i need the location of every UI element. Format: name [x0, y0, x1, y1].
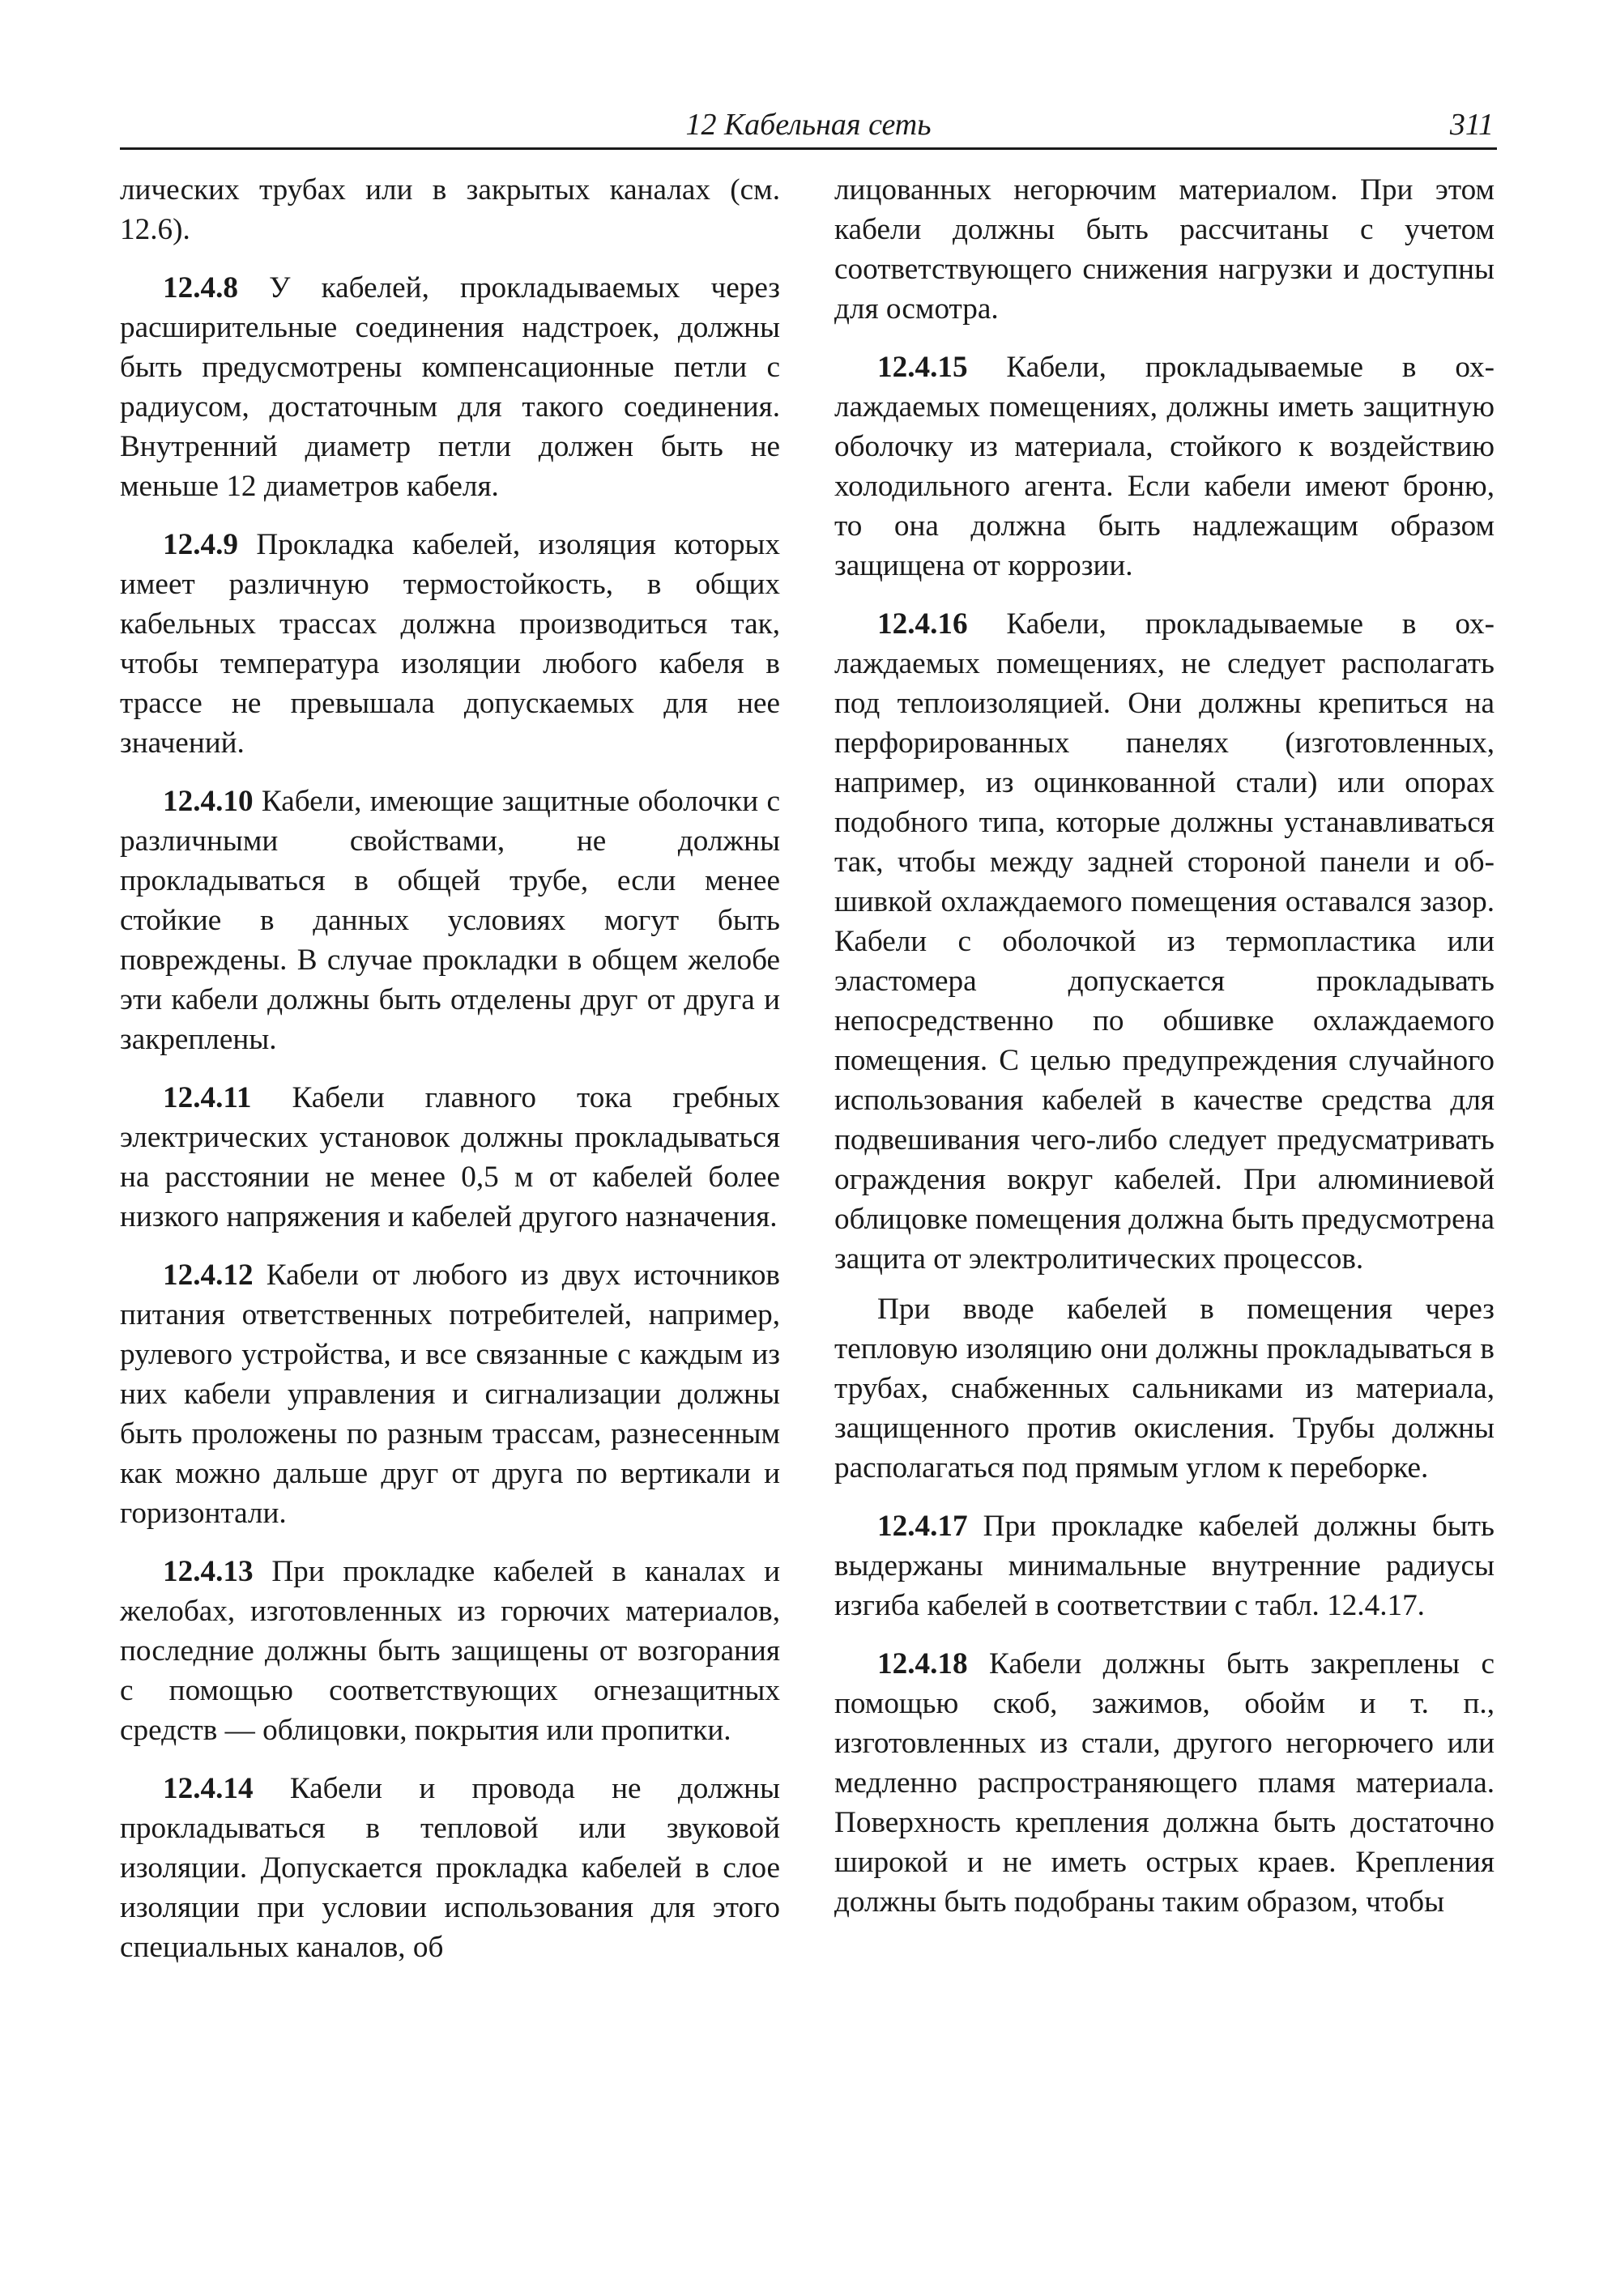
clause-text: При прокладке кабелей в каналах и желобах, изготовленных из горючих материалов, последние должны быть защищены от возгорания с помощью соответствующих огнезащитных средств — облицовки, покрытия или пропитки.	[120, 1555, 780, 1747]
paragraph-text: При вводе кабелей в помещения через тепловую изоляцию они должны прокладываться в трубах, снабженных сальниками из материала, защищенного против окисления. Трубы должны располагаться под прямым углом к переборке.	[834, 1293, 1495, 1485]
clause-12-4-8	[120, 268, 780, 506]
clause-text: Кабели, имеющие защитные оболочки с различными свойствами, не должны прокладываться в общей трубе, если менее стойкие в данных условиях могут быть повреждены. В случае прокладки в общем желобе эти кабели должны быть отделены друг от друга и закреплены.	[120, 785, 780, 1056]
clause-number: 12.4.10	[163, 785, 254, 818]
clause-text: Кабели должны быть закреплены с помощью скоб, зажимов, обойм и т. п., изготовленных из стали, другого негорючего или медленно распространяющего пламя материала. Поверхность крепления должна быть достаточно широкой и не иметь острых краев. Крепления должны быть подобраны таким образом, чтобы	[834, 1647, 1495, 1919]
clause-12-4-9	[120, 525, 780, 763]
clause-text: У кабелей, прокладываемых через расширительные соединения надстроек, должны быть предусмотрены компенсационные петли с радиусом, достаточным для такого соединения. Внутренний диаметр петли должен быть не меньше 12 диаметров кабеля.	[120, 271, 780, 503]
clause-number: 12.4.13	[163, 1555, 254, 1588]
clause-text: При прокладке кабелей должны быть выдержаны минимальные внутренние радиусы изгиба кабелей в соответствии с табл. 12.4.17.	[834, 1510, 1495, 1622]
clause-12-4-11	[120, 1078, 780, 1237]
paragraph-text: лицованных негорючим материалом. При этом кабели должны быть рассчитаны с учетом соответствующего снижения нагрузки и доступны для осмотра.	[834, 173, 1495, 326]
clause-number: 12.4.14	[163, 1772, 254, 1805]
clause-number: 12.4.17	[877, 1510, 968, 1543]
clause-text: Кабели и провода не должны прокладываться в тепловой или звуковой изоляции. Допускается прокладка кабелей в слое изоляции при условии использования для этого специальных каналов, об	[120, 1772, 780, 1964]
clause-number: 12.4.16	[877, 607, 968, 641]
clause-12-4-14	[120, 1769, 780, 1967]
clause-12-4-10	[120, 782, 780, 1059]
clause-12-4-12	[120, 1255, 780, 1533]
page-header	[120, 105, 1497, 150]
clause-text: Кабели главного тока гребных электрических установок должны прокладываться на расстоянии не менее 0,5 м от кабелей более низкого напряжения и кабелей другого назначения.	[120, 1081, 780, 1233]
clause-number: 12.4.15	[877, 351, 968, 384]
clause-text: Прокладка кабелей, изоляция которых имеет различную термостойкость, в общих кабельных трассах должна производиться так, чтобы температура изоляции любого кабеля в трассе не превышала допускаемых для нее значений.	[120, 528, 780, 760]
clause-number: 12.4.8	[163, 271, 238, 305]
clause-number: 12.4.9	[163, 528, 238, 561]
left-column	[120, 170, 780, 1986]
paragraph-cable-entry	[834, 1289, 1495, 1488]
paragraph-continuation	[834, 170, 1495, 329]
page-number: 311	[1449, 108, 1494, 142]
right-column	[834, 170, 1495, 1940]
clause-12-4-18	[834, 1644, 1495, 1922]
clause-12-4-13	[120, 1552, 780, 1750]
clause-12-4-16	[834, 604, 1495, 1279]
clause-number: 12.4.18	[877, 1647, 968, 1680]
clause-12-4-15	[834, 347, 1495, 586]
clause-text: Кабели, прокладываемые в охлаждаемых помещениях, должны иметь защитную оболочку из материала, стойкого к воздействию холодильного агента. Если кабели имеют броню, то она должна быть надлежащим образом защищена от коррозии.	[834, 351, 1495, 582]
clause-number: 12.4.12	[163, 1259, 254, 1292]
clause-text: Кабели от любого из двух источников питания ответственных потребителей, например, рулевого устройства, и все связанные с каждым из них кабели управления и сигнализации должны быть проложены по разным трассам, разнесенным как можно дальше друг от друга по вертикали и горизонтали.	[120, 1259, 780, 1530]
paragraph-continuation	[120, 170, 780, 249]
clause-12-4-17	[834, 1506, 1495, 1625]
paragraph-text: лических трубах или в закрытых каналах (см. 12.6).	[120, 173, 780, 246]
clause-number: 12.4.11	[163, 1081, 252, 1114]
running-title: 12 Кабельная сеть	[685, 108, 932, 142]
clause-text: Кабели, прокладываемые в охлаждаемых помещениях, не следует располагать под теплоизоляцией. Они должны крепиться на перфорированных панелях (изготовленных, например, из оцинкованной стали) или опорах подобного типа, которые должны устанавливаться так, чтобы между задней стороной панели и обшивкой охлаждаемого помещения оставался зазор. Кабели с оболочкой из термопластика или эластомера допускается прокладывать непосредственно по обшивке охлаждаемого помещения. С целью предупреждения случайного использования кабелей в качестве средства для подвешивания чего-либо следует предусматривать ограждения вокруг кабелей. При алюминиевой облицовке помещения должна быть предусмотрена защита от электролитических процессов.	[834, 607, 1495, 1276]
